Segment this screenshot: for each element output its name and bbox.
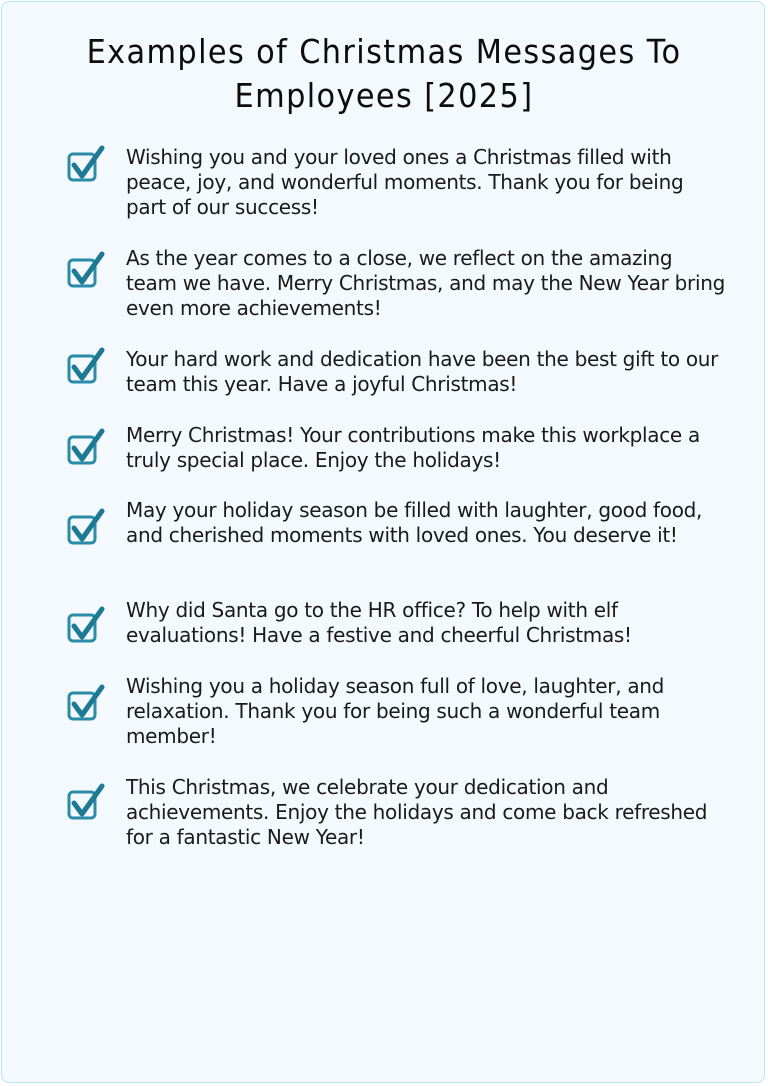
message-text: This Christmas, we celebrate your dedication and achievements. Enjoy the holidays and come back refreshed for a fantastic New Year!: [126, 775, 708, 849]
message-text: Merry Christmas! Your contributions make this workplace a truly special place. Enjoy the holidays!: [126, 423, 700, 472]
message-text: Your hard work and dedication have been the best gift to our team this year. Have a joyful Christmas!: [126, 347, 719, 396]
message-text: Why did Santa go to the HR office? To help with elf evaluations! Have a festive and cheerful Christmas!: [126, 598, 632, 647]
checkbox-checked-icon: [66, 145, 106, 185]
checkbox-checked-icon: [66, 347, 106, 387]
title-line-2: Employees [2025]: [234, 76, 534, 115]
message-text: Wishing you a holiday season full of love, laughter, and relaxation. Thank you for being such a wonderful team member!: [126, 674, 665, 748]
checkbox-checked-icon: [66, 684, 106, 724]
checkbox-checked-icon: [66, 508, 106, 548]
checkbox-checked-icon: [66, 606, 106, 646]
message-text: Wishing you and your loved ones a Christmas filled with peace, joy, and wonderful moments. Thank you for being part of our success!: [126, 145, 684, 219]
checkbox-checked-icon: [66, 251, 106, 291]
checkbox-checked-icon: [66, 783, 106, 823]
title-line-1: Examples of Christmas Messages To: [86, 32, 682, 71]
message-text: May your holiday season be filled with laughter, good food, and cherished moments with loved ones. You deserve it!: [126, 498, 703, 547]
page-title: [31, 30, 738, 118]
checkbox-checked-icon: [66, 428, 106, 468]
message-text: As the year comes to a close, we reflect on the amazing team we have. Merry Christmas, and may the New Year bring even more achievements!: [126, 246, 725, 320]
